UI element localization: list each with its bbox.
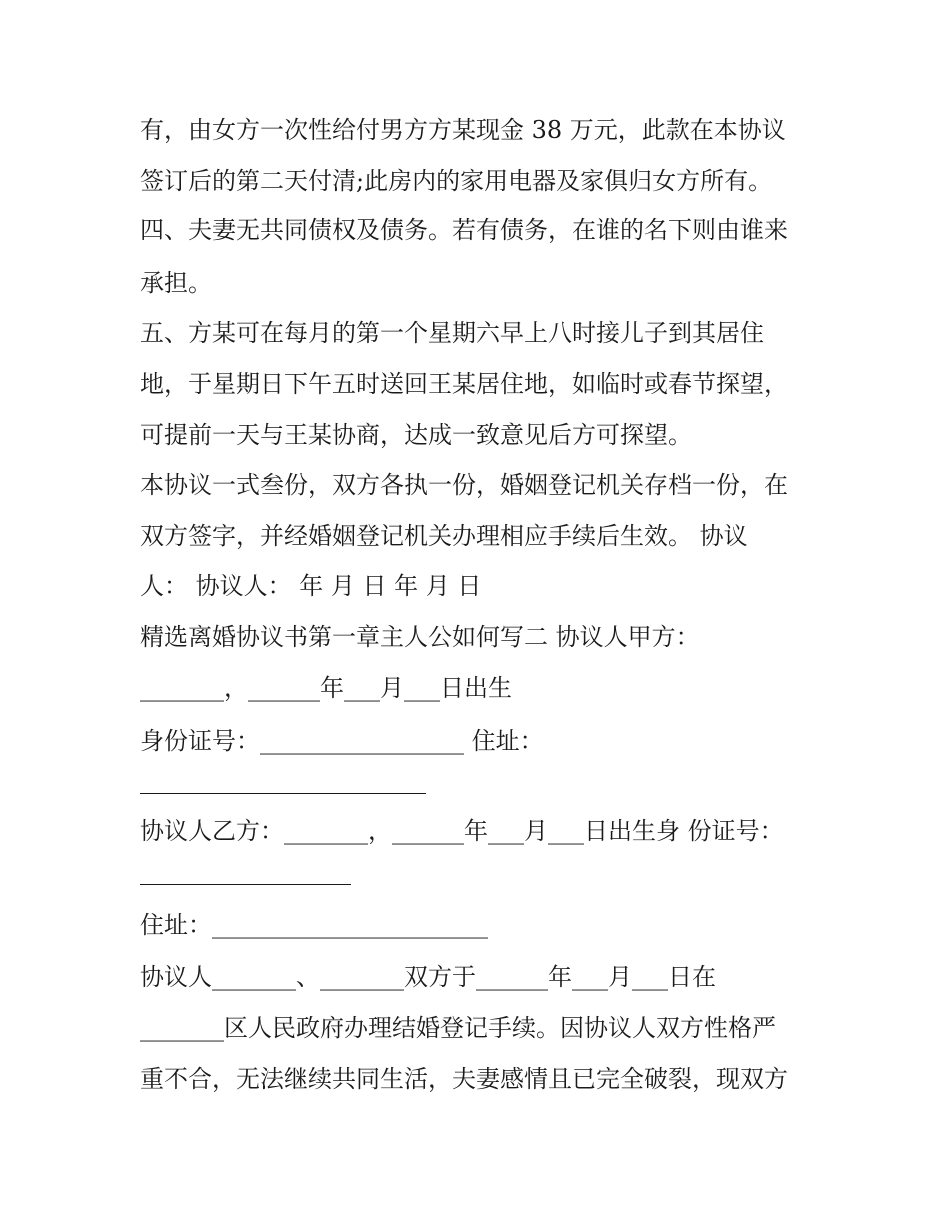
blank-line	[140, 793, 426, 794]
text-line: 承担。	[140, 269, 212, 297]
text-line: 双方签字，并经婚姻登记机关办理相应手续后生效。 协议	[140, 522, 748, 550]
text-line: 人： 协议人： 年 月 日 年 月 日	[140, 572, 482, 600]
fill-in-line: 协议人_______、_______双方于______年___月___日在	[140, 963, 716, 991]
text-line: 四、夫妻无共同债权及债务。若有债务，在谁的名下则由谁来	[140, 216, 788, 244]
text-line: 本协议一式叁份，双方各执一份，婚姻登记机关存档一份，在	[140, 471, 788, 499]
fill-in-line: _______，______年___月___日出生	[140, 674, 512, 702]
text-line: 重不合，无法继续共同生活，夫妻感情且已完全破裂，现双方	[140, 1065, 788, 1093]
fill-in-line: 协议人乙方：_______，______年___月___日出生身 份证号：	[140, 817, 784, 845]
fill-in-line: _______区人民政府办理结婚登记手续。因协议人双方性格严	[140, 1014, 776, 1042]
blank-line	[140, 884, 351, 885]
text-line: 五、方某可在每月的第一个星期六早上八时接儿子到其居住	[140, 319, 764, 347]
fill-in-line: 住址：_______________________	[140, 911, 488, 939]
text-line: 精选离婚协议书第一章主人公如何写二 协议人甲方：	[140, 623, 700, 651]
text-line: 签订后的第二天付清;此房内的家用电器及家俱归女方所有。	[140, 167, 773, 195]
text-line: 可提前一天与王某协商，达成一致意见后方可探望。	[140, 421, 692, 449]
text-line: 地，于星期日下午五时送回王某居住地，如临时或春节探望，	[140, 370, 788, 398]
text-line: 有，由女方一次性给付男方方某现金 38 万元，此款在本协议	[140, 116, 786, 144]
fill-in-line: 身份证号：_________________ 住址：	[140, 727, 544, 755]
